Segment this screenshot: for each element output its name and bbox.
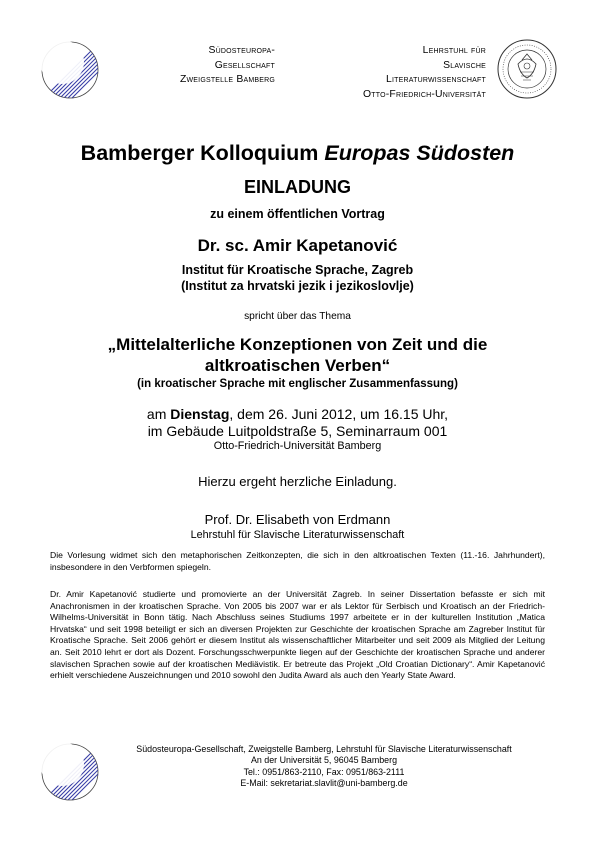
lecture-title-line: „Mittelalterliche Konzeptionen von Zeit und die — [107, 335, 488, 354]
header-chair-line: Slavische — [443, 59, 486, 71]
lecture-title — [0, 334, 595, 376]
footer-line: Südosteuropa-Gesellschaft, Zweigstelle Bamberg, Lehrstuhl für Slavische Literaturwissenschaft — [136, 744, 512, 754]
date-day: Dienstag — [170, 406, 230, 422]
footer-email: E-Mail: sekretariat.slavlit@uni-bamberg.de — [240, 777, 408, 788]
speaker-name: Dr. sc. Amir Kapetanović — [197, 236, 398, 255]
lecture-abstract: Die Vorlesung widmet sich den metaphorischen Zeitkonzepten, die sich in den altkroatischen Texten (11.-16. Jahrhundert), insbesondere in den Verbformen spiegeln. — [50, 550, 545, 572]
header-society — [130, 44, 275, 88]
title-main: Bamberger Kolloquium — [80, 141, 325, 165]
header-society-line: Südosteuropa- — [208, 45, 275, 56]
speaker-institute — [0, 263, 595, 294]
date-prefix: am — [146, 406, 171, 422]
globe-logo-icon — [38, 38, 102, 102]
header-society-line: Zweigstelle Bamberg — [179, 74, 275, 85]
event-date — [0, 406, 595, 423]
footer-globe-logo-icon — [38, 740, 102, 804]
footer-address — [104, 744, 544, 789]
lecture-type: zu einem öffentlichen Vortrag — [210, 207, 385, 221]
footer-line: Tel.: 0951/863-2110, Fax: 0951/863-2111 — [243, 766, 405, 777]
institute-line: (Institut za hrvatski jezik i jezikoslovlje) — [181, 278, 414, 293]
header-chair-line: Lehrstuhl für — [422, 45, 486, 56]
header-society-line: Gesellschaft — [214, 59, 275, 71]
title-italic: Europas Südosten — [324, 141, 515, 165]
event-location: im Gebäude Luitpoldstraße 5, Seminarraum 001 — [147, 423, 448, 439]
speaker-biography: Dr. Amir Kapetanović studierte und promovierte an der Universität Zagreb. In seiner Dissertation befasste er sich mit Anachronismen in der kroatischen Sprache. Von 2005 bis 2007 war er als Lektor für Serbisch und Kroatisch an der Friedrich-Wilhelms-Universität in Bonn tätig. Nach Abschluss seines Studiums 1997 arbeitete er in der kulturellen Institution „Matica Hrvatska“ und seit 1998 beteiligt er sich an diversen Projekten zur Geschichte der kroatischen Sprache am Zagreber Institut für Kroatische Sprache. Seit 2006 gehört er diesem Institut als wissenschaftlicher Mitarbeiter und seit 2009 als Mitglied der Leitung an. Seit 2010 lehrt er dort als Dozent. Forschungsschwerpunkte liegen auf der Geschichte der kroatischen Sprache und anderer slavischen Sprachen sowie auf der kroatischen Mediävistik. Er betreute das Projekt „Old Croatian Dictionary“. Amir Kapetanović erhielt verschiedene Auszeichnungen und 2010 sowohl den Judita Award als auch den Yearly State Award. — [50, 589, 545, 681]
institute-line: Institut für Kroatische Sprache, Zagreb — [181, 263, 414, 277]
university-seal-icon — [496, 38, 558, 100]
event-university: Otto-Friedrich-Universität Bamberg — [213, 440, 382, 452]
lecture-title-line: altkroatischen Verben“ — [204, 356, 391, 375]
page-title — [0, 141, 595, 166]
lecture-language-note: (in kroatischer Sprache mit englischer Zusammenfassung) — [137, 378, 458, 390]
signatory-chair: Lehrstuhl für Slavische Literaturwissenschaft — [190, 529, 405, 541]
invitation-text: Hierzu ergeht herzliche Einladung. — [198, 474, 397, 489]
header-chair-line: Literaturwissenschaft — [386, 74, 486, 85]
header-chair-line: Otto-Friedrich-Universität — [363, 88, 486, 100]
footer-line: An der Universität 5, 96045 Bamberg — [250, 755, 398, 766]
date-rest: , dem 26. Juni 2012, um 16.15 Uhr, — [229, 406, 449, 422]
signatory-name: Prof. Dr. Elisabeth von Erdmann — [204, 512, 391, 527]
header-chair — [296, 44, 486, 102]
invitation-heading: EINLADUNG — [244, 177, 351, 197]
topic-intro: spricht über das Thema — [244, 311, 351, 322]
event-date-location — [0, 406, 595, 440]
